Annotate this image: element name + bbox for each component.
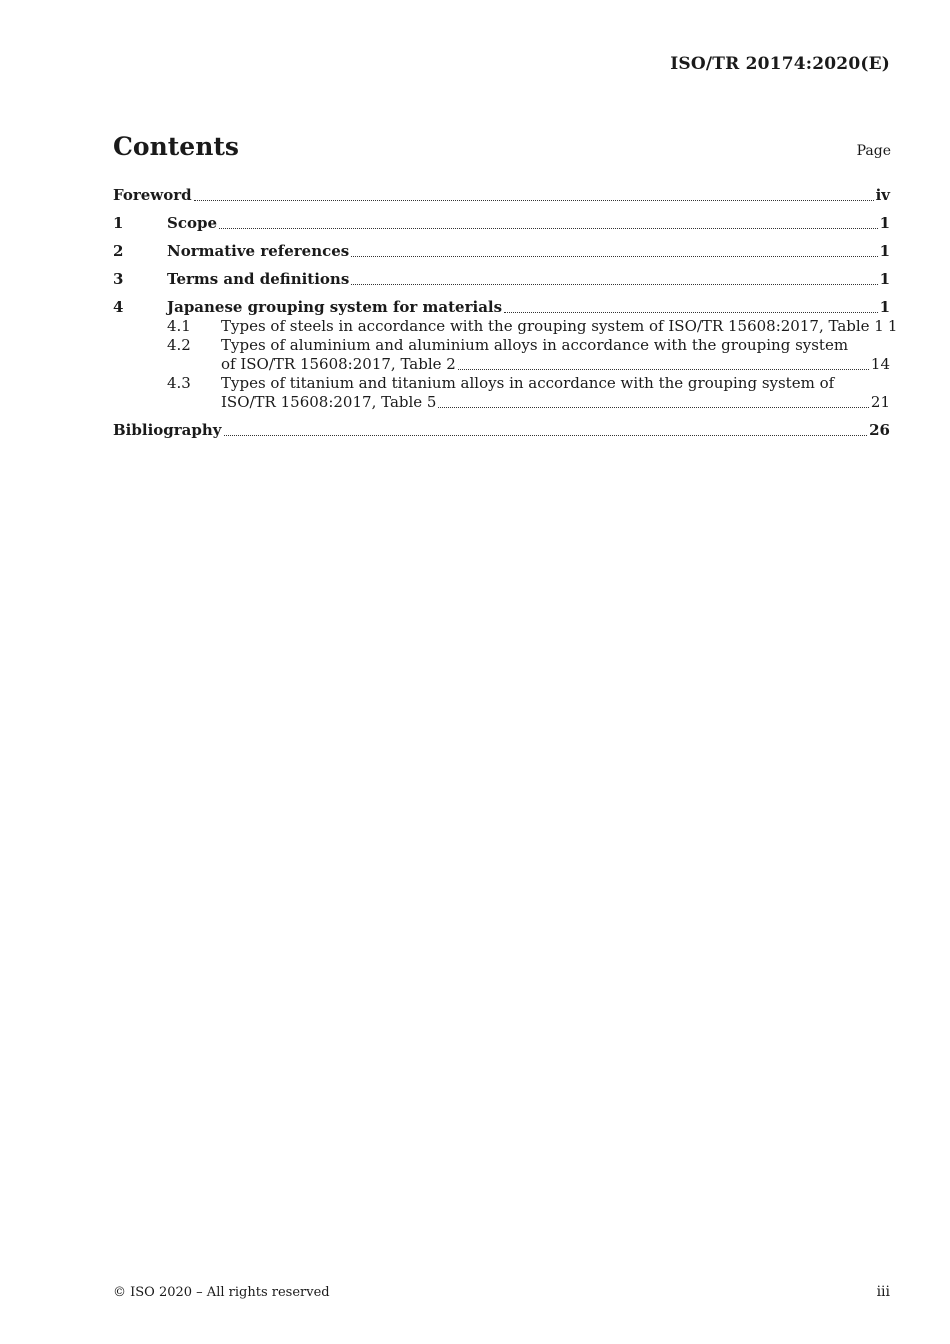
toc-subentry-page: 14	[870, 355, 890, 373]
table-of-contents	[113, 186, 898, 449]
toc-subentry-number: 4.2	[167, 336, 191, 354]
toc-entry-text: Terms and definitions	[167, 270, 350, 288]
toc-entry-text: Japanese grouping system for materials	[167, 298, 503, 316]
toc-entry-japanese-grouping[interactable]	[113, 298, 890, 317]
toc-entry-number: 1	[113, 214, 124, 232]
toc-entry-foreword[interactable]	[113, 186, 890, 205]
toc-subentry-number: 4.1	[167, 317, 191, 335]
toc-entry-page: 1	[879, 242, 890, 260]
dot-leader	[438, 407, 868, 408]
document-id: ISO/TR 20174:2020(E)	[670, 54, 890, 74]
page-column-label: Page	[856, 143, 891, 159]
toc-entry-text: Normative references	[167, 242, 350, 260]
dot-leader	[219, 228, 878, 229]
toc-subentry-text-line1: Types of titanium and titanium alloys in accordance with the grouping system of	[221, 374, 835, 392]
toc-entry-page: 26	[869, 421, 890, 439]
toc-entry-bibliography[interactable]	[113, 421, 890, 440]
toc-entry-number: 4	[113, 298, 124, 316]
copyright-notice: © ISO 2020 – All rights reserved	[113, 1285, 330, 1300]
dot-leader	[351, 256, 877, 257]
toc-entry-normative-references[interactable]	[113, 242, 890, 261]
toc-subentry-text-line1: Types of aluminium and aluminium alloys in accordance with the grouping system	[221, 336, 849, 354]
toc-subentries	[167, 317, 898, 412]
toc-entry-text: Bibliography	[113, 421, 222, 439]
toc-entry-page: iv	[875, 186, 890, 204]
dot-leader	[224, 435, 868, 436]
toc-entry-text: Scope	[167, 214, 218, 232]
dot-leader	[194, 200, 874, 201]
toc-entry-number: 2	[113, 242, 124, 260]
contents-title: Contents	[113, 132, 240, 161]
dot-leader	[458, 369, 869, 370]
dot-leader	[351, 284, 877, 285]
toc-subentry-text-line2: of ISO/TR 15608:2017, Table 2	[221, 355, 456, 373]
toc-entry-page: 1	[879, 214, 890, 232]
toc-entry-page: 1	[879, 298, 890, 316]
toc-entry-number: 3	[113, 270, 124, 288]
toc-subentry-number: 4.3	[167, 374, 191, 392]
toc-subentry-page: 21	[870, 393, 890, 411]
page-number: iii	[876, 1284, 890, 1300]
toc-entry-text: Foreword	[113, 186, 192, 204]
toc-subentry-4-3[interactable]	[167, 374, 890, 412]
toc-entry-scope[interactable]	[113, 214, 890, 233]
toc-subentry-4-1[interactable]	[167, 317, 898, 336]
toc-entry-terms-definitions[interactable]	[113, 270, 890, 289]
toc-subentry-text: Types of steels in accordance with the grouping system of ISO/TR 15608:2017, Table 1	[221, 317, 884, 335]
dot-leader	[504, 312, 877, 313]
toc-subentry-page: 1	[887, 317, 898, 335]
toc-subentry-text-line2: ISO/TR 15608:2017, Table 5	[221, 393, 437, 411]
toc-entry-page: 1	[879, 270, 890, 288]
toc-subentry-4-2[interactable]	[167, 336, 890, 374]
